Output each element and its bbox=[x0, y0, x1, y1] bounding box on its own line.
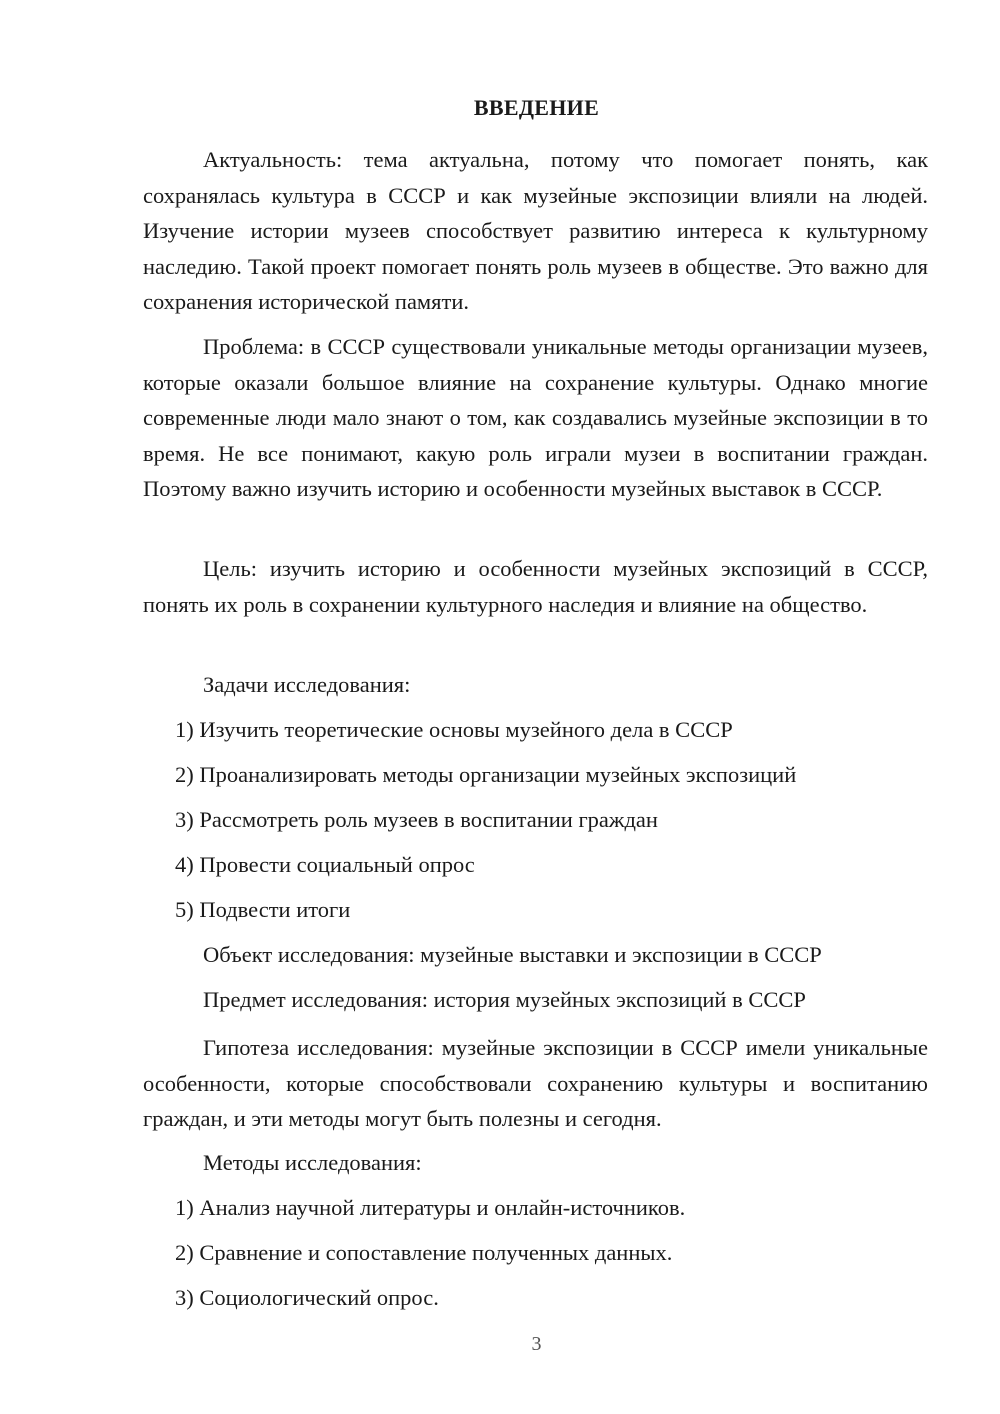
object-line: Объект исследования: музейные выставки и экспозиции в СССР bbox=[203, 942, 822, 967]
list-item: 1) Анализ научной литературы и онлайн-источников. bbox=[175, 1195, 686, 1220]
methods-heading: Методы исследования: bbox=[203, 1150, 422, 1175]
list-item: 2) Проанализировать методы организации музейных экспозиций bbox=[175, 762, 797, 787]
page-number: 3 bbox=[531, 1333, 542, 1355]
subject-line: Предмет исследования: история музейных экспозиций в СССР bbox=[203, 987, 806, 1012]
relevance-paragraph: Актуальность: тема актуальна, потому что помогает понять, как сохранялась культура в СССР и как музейные экспозиции влияли на людей. Изучение истории музеев способствует развитию интереса к культурному наследию. Такой проект помогает понять роль музеев в обществе. Это важно для сохранения исторической памяти. bbox=[143, 147, 928, 314]
list-item: 5) Подвести итоги bbox=[175, 897, 351, 922]
list-item: 3) Рассмотреть роль музеев в воспитании граждан bbox=[175, 807, 658, 832]
list-item: 3) Социологический опрос. bbox=[175, 1285, 439, 1310]
tasks-heading: Задачи исследования: bbox=[203, 672, 411, 697]
goal-paragraph: Цель: изучить историю и особенности музейных экспозиций в СССР, понять их роль в сохранении культурного наследия и влияние на общество. bbox=[143, 556, 928, 617]
list-item: 2) Сравнение и сопоставление полученных данных. bbox=[175, 1240, 673, 1265]
list-item: 1) Изучить теоретические основы музейного дела в СССР bbox=[175, 717, 733, 742]
hypothesis-paragraph: Гипотеза исследования: музейные экспозиции в СССР имели уникальные особенности, которые способствовали сохранению культуры и воспитанию граждан, и эти методы могут быть полезны и сегодня. bbox=[143, 1035, 928, 1131]
list-item: 4) Провести социальный опрос bbox=[175, 852, 475, 877]
page-title: ВВЕДЕНИЕ bbox=[473, 95, 600, 120]
problem-paragraph: Проблема: в СССР существовали уникальные методы организации музеев, которые оказали большое влияние на сохранение культуры. Однако многие современные люди мало знают о том, как создавались музейные экспозиции в то время. Не все понимают, какую роль играли музеи в воспитании граждан. Поэтому важно изучить историю и особенности музейных выставок в СССР. bbox=[143, 334, 928, 501]
